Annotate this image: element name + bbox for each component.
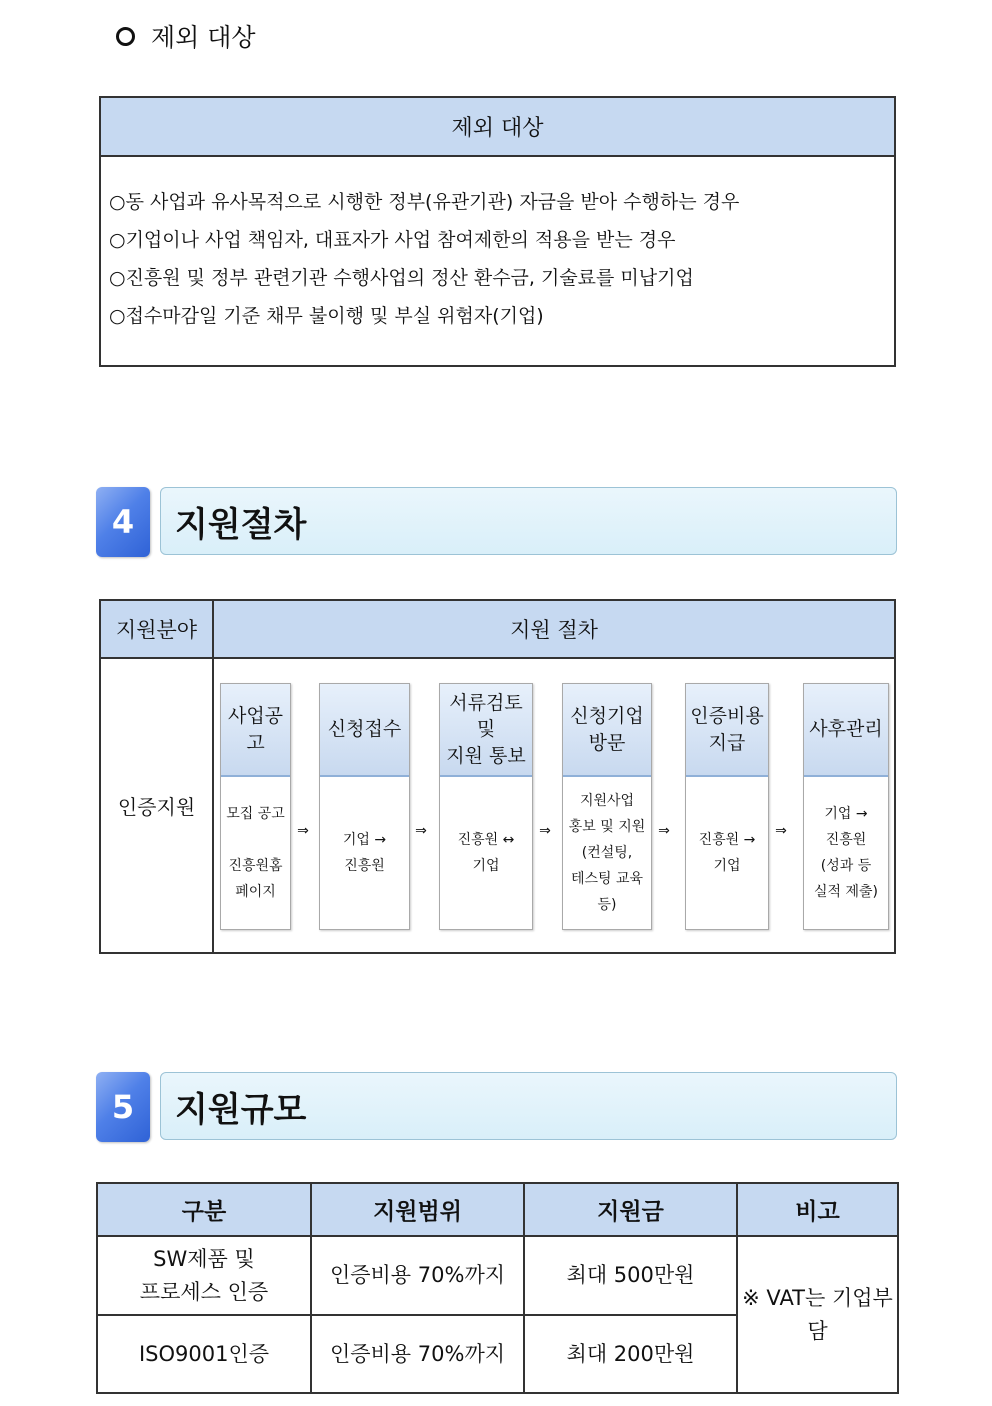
step-arrow-icon: ⇒ (775, 823, 787, 839)
category-cell: SW제품 및 프로세스 인증 (139, 1246, 269, 1304)
exclusion-item: ○진흥원 및 정부 관련기관 수행사업의 정산 환수금, 기술료를 미납기업 (109, 267, 694, 289)
header-category: 구분 (98, 1184, 310, 1235)
exclusion-item: ○접수마감일 기준 채무 불이행 및 부실 위험자(기업) (109, 305, 544, 327)
procedure-step (562, 683, 652, 930)
step-description: 진흥원 → 기업 (698, 832, 756, 874)
header-procedure: 지원 절차 (510, 618, 598, 642)
exclusion-item: ○동 사업과 유사목적으로 시행한 정부(유관기관) 자금을 받아 수행하는 경우 (109, 191, 740, 213)
amount-cell: 최대 200만원 (566, 1341, 695, 1366)
support-scale-table (96, 1182, 899, 1394)
note-cell: ※ VAT는 기업부담 (742, 1285, 893, 1343)
range-cell: 인증비용 70%까지 (329, 1263, 506, 1288)
section-number-badge: 4 (96, 487, 150, 557)
header-field: 지원분야 (115, 618, 198, 642)
step-title: 서류검토 및 지원 통보 (440, 684, 532, 777)
exclusion-heading (116, 14, 256, 58)
section-title-bar: 지원절차 (160, 487, 897, 555)
category-cell: ISO9001인증 (138, 1341, 270, 1366)
exclusion-heading-text: 제외 대상 (151, 23, 256, 52)
amount-cell: 최대 500만원 (566, 1263, 695, 1288)
step-description: 진흥원 ↔ 기업 (457, 832, 515, 874)
exclusion-box-title: 제외 대상 (101, 98, 894, 157)
step-title: 사후관리 (804, 684, 888, 777)
exclusion-list (101, 157, 894, 335)
procedure-step (319, 683, 410, 930)
range-cell: 인증비용 70%까지 (329, 1341, 506, 1366)
step-description: 기업 → 진흥원 (342, 832, 387, 874)
procedure-table (99, 599, 896, 954)
step-arrow-icon: ⇒ (415, 823, 427, 839)
exclusion-item: ○기업이나 사업 책임자, 대표자가 사업 참여제한의 적용을 받는 경우 (109, 229, 676, 251)
header-note: 비고 (738, 1184, 897, 1235)
step-description: 기업 → 진흥원 (성과 등 실적 제출) (813, 806, 878, 900)
procedure-step (439, 683, 533, 930)
step-title: 신청접수 (320, 684, 409, 777)
procedure-step (803, 683, 889, 930)
procedure-step (685, 683, 769, 930)
hollow-circle-bullet-icon (116, 27, 135, 46)
support-field-cell: 인증지원 (117, 795, 196, 819)
header-range: 지원범위 (312, 1184, 523, 1235)
header-amount: 지원금 (525, 1184, 736, 1235)
procedure-step (220, 683, 291, 930)
step-arrow-icon: ⇒ (658, 823, 670, 839)
section-title-bar: 지원규모 (160, 1072, 897, 1140)
section-number-badge: 5 (96, 1072, 150, 1142)
step-title: 인증비용 지급 (686, 684, 768, 777)
step-description: 모집 공고 진흥원홈 페이지 (226, 806, 285, 900)
step-title: 사업공고 (221, 684, 290, 777)
exclusion-box (99, 96, 896, 367)
step-description: 지원사업 홍보 및 지원 (컨설팅, 테스팅 교육 등) (568, 793, 646, 913)
step-title: 신청기업 방문 (563, 684, 651, 777)
step-arrow-icon: ⇒ (539, 823, 551, 839)
step-arrow-icon: ⇒ (297, 823, 309, 839)
